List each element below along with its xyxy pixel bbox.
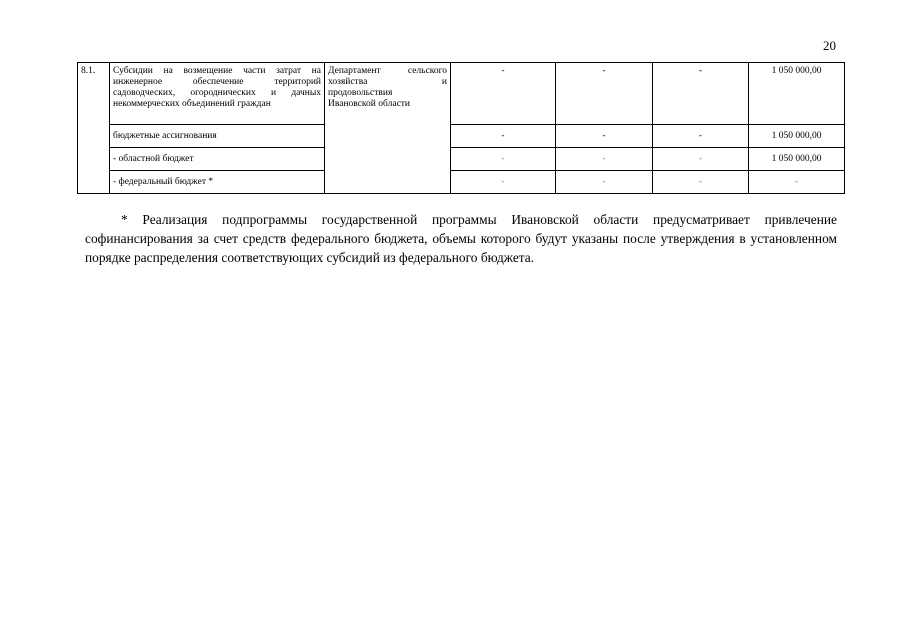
budget-table [77,62,845,194]
table-row-budget-allocations [78,125,845,148]
sub-row-value: - [451,125,556,148]
table-row-main [78,63,845,125]
main-value-2: - [556,63,653,125]
department-line-1-left: Департамент [328,66,381,76]
sub-row-label: бюджетные ассигнования [110,125,325,148]
table-row-regional-budget [78,148,845,171]
department-line-2-right: и [441,77,447,87]
main-value-1: - [451,63,556,125]
sub-row-label: - областной бюджет [110,148,325,171]
department-line-3: продовольствия [328,88,393,98]
sub-row-value: - [451,148,556,171]
department-line-2 [328,77,447,88]
footnote: * Реализация подпрограммы государственной программы Ивановской области предусматривает привлечение софинансирования за счет средств федерального бюджета, объемы которого будут указаны после утверждения в установленном порядке распределения соответствующих субсидий из федерального бюджета. [85,212,837,265]
sub-row-value: - [653,171,749,194]
row-number-cell: 8.1. [78,63,110,194]
page-number: 20 [823,38,836,53]
sub-row-value: - [653,125,749,148]
department-line-1 [328,66,447,77]
sub-row-total: - [749,171,845,194]
sub-row-value: - [556,125,653,148]
sub-row-label: - федеральный бюджет * [110,171,325,194]
sub-row-value: - [556,148,653,171]
department-line-1-right: сельского [407,66,447,76]
department-line-4: Ивановской области [328,99,411,109]
main-value-3: - [653,63,749,125]
table-row-federal-budget [78,171,845,194]
sub-row-value: - [556,171,653,194]
description-cell: Субсидии на возмещение части затрат на инженерное обеспечение территорий садоводческих, огороднических и дачных некоммерческих объединений граждан [110,63,325,125]
department-cell [325,63,451,194]
sub-row-total: 1 050 000,00 [749,148,845,171]
main-value-total: 1 050 000,00 [749,63,845,125]
sub-row-value: - [653,148,749,171]
sub-row-value: - [451,171,556,194]
department-line-2-left: хозяйства [328,77,368,87]
sub-row-total: 1 050 000,00 [749,125,845,148]
